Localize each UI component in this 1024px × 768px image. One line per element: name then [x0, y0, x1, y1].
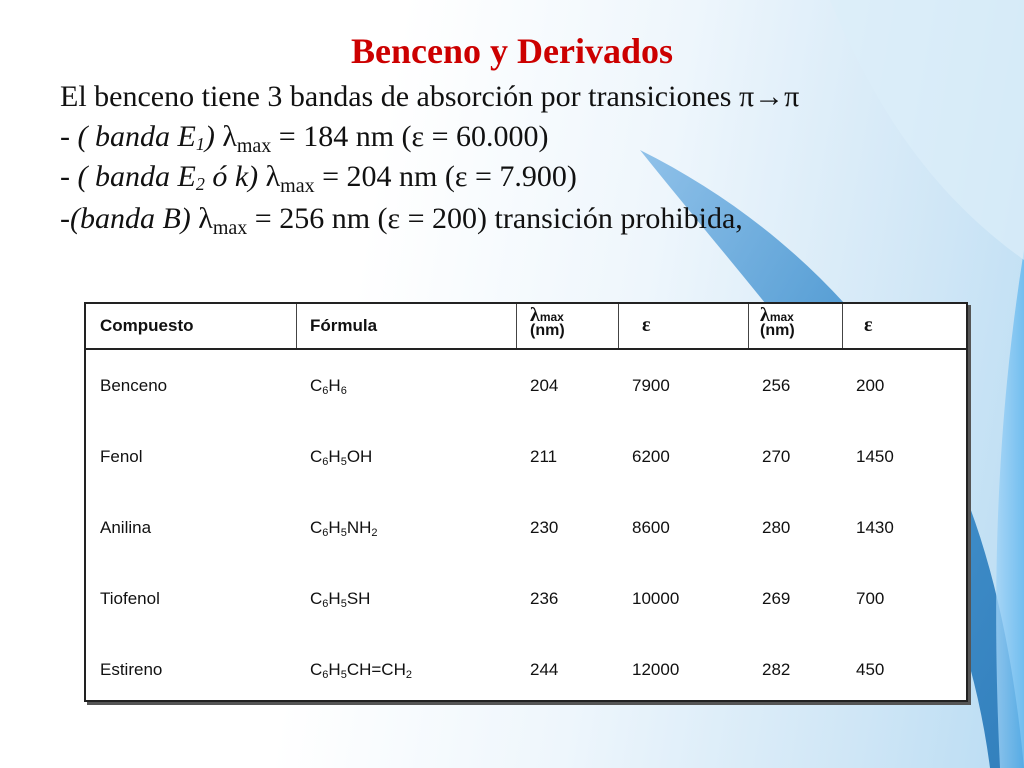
- cell-lambda-max-1: 244: [530, 660, 559, 679]
- formula-part: C: [310, 660, 323, 679]
- band-value: = 256 nm (ε = 200) transición prohibida,: [247, 202, 743, 235]
- cell-epsilon-2: 450: [856, 660, 885, 679]
- lambda-symbol: λ: [530, 304, 540, 326]
- band-e2-line: [60, 160, 577, 198]
- cell-epsilon-1: 8600: [632, 518, 670, 537]
- cell-lambda-max-1: 211: [530, 447, 558, 466]
- cell-compuesto: Tiofenol: [100, 589, 160, 608]
- formula-part: C: [310, 447, 323, 466]
- lambda-symbol: λ: [265, 160, 281, 193]
- band-value: = 184 nm (ε = 60.000): [271, 120, 549, 153]
- formula-subscript: 2: [405, 669, 412, 681]
- cell-formula: [310, 589, 370, 610]
- intro-line: [60, 80, 799, 114]
- band-label-end: ): [204, 120, 215, 153]
- cell-epsilon-2: 200: [856, 376, 885, 395]
- header-epsilon-2: ε: [864, 314, 873, 336]
- table-row: [86, 565, 966, 636]
- cell-epsilon-2: 700: [856, 589, 885, 608]
- cell-epsilon-1: 10000: [632, 589, 680, 608]
- cell-compuesto: Anilina: [100, 518, 152, 537]
- cell-formula: [310, 518, 378, 539]
- formula-part: OH: [346, 447, 373, 466]
- nm-unit: (nm): [760, 322, 795, 339]
- intro-text: El benceno tiene 3 bandas de absorción por transiciones π→π: [60, 80, 800, 113]
- cell-lambda-max-2: 282: [762, 660, 791, 679]
- formula-part: H: [328, 376, 341, 395]
- formula-subscript: 5: [340, 527, 347, 539]
- formula-part: CH=CH: [346, 660, 406, 679]
- header-lambda-max-1: [530, 304, 565, 339]
- formula-part: H: [328, 589, 341, 608]
- cell-epsilon-1: 7900: [632, 376, 670, 395]
- formula-subscript: 5: [340, 669, 347, 681]
- max-subscript: max: [539, 310, 564, 324]
- formula-subscript: 6: [322, 598, 329, 610]
- band-subscript: 1: [195, 134, 205, 154]
- formula-part: H: [328, 518, 341, 537]
- cell-lambda-max-2: 269: [762, 589, 791, 608]
- band-b-line: [60, 202, 743, 240]
- formula-part: C: [310, 376, 323, 395]
- max-subscript: max: [769, 310, 794, 324]
- formula-subscript: 6: [322, 385, 329, 397]
- header-formula: Fórmula: [310, 316, 378, 335]
- cell-lambda-max-1: 230: [530, 518, 559, 537]
- band-label: - ( banda E: [60, 120, 196, 153]
- cell-formula: [310, 376, 347, 397]
- formula-part: C: [310, 518, 323, 537]
- col-divider: [296, 304, 297, 348]
- formula-subscript: 6: [340, 385, 347, 397]
- cell-lambda-max-1: 204: [530, 376, 559, 395]
- header-epsilon-1: ε: [642, 314, 651, 336]
- nm-unit: (nm): [530, 322, 565, 339]
- cell-lambda-max-2: 280: [762, 518, 791, 537]
- header-lambda-max-2: [760, 304, 795, 339]
- band-subscript: 2: [195, 174, 205, 194]
- formula-subscript: 5: [340, 598, 347, 610]
- lambda-symbol: λ: [198, 202, 213, 235]
- formula-subscript: 6: [322, 669, 329, 681]
- formula-part: NH: [346, 518, 372, 537]
- formula-subscript: 6: [322, 456, 329, 468]
- table-row: [86, 352, 966, 423]
- formula-subscript: 6: [322, 527, 329, 539]
- cell-lambda-max-1: 236: [530, 589, 559, 608]
- col-divider: [618, 304, 619, 348]
- band-e1-line: [60, 120, 549, 158]
- cell-compuesto: Fenol: [100, 447, 143, 466]
- max-subscript: max: [212, 217, 248, 239]
- formula-subscript: 2: [371, 527, 378, 539]
- lambda-symbol: λ: [222, 120, 237, 153]
- band-label: -(banda B): [60, 202, 199, 235]
- cell-formula: [310, 447, 372, 468]
- cell-formula: [310, 660, 412, 681]
- cell-lambda-max-2: 256: [762, 376, 791, 395]
- slide-title: Benceno y Derivados: [351, 31, 673, 71]
- band-label-end: ó k): [204, 160, 259, 193]
- formula-subscript: 5: [340, 456, 347, 468]
- table-header: [86, 304, 966, 350]
- formula-part: SH: [346, 589, 371, 608]
- lambda-symbol: λ: [760, 304, 770, 326]
- cell-compuesto: Estireno: [100, 660, 163, 679]
- table-row: [86, 423, 966, 494]
- formula-part: C: [310, 589, 323, 608]
- col-divider: [748, 304, 749, 348]
- band-value: = 204 nm (ε = 7.900): [314, 160, 577, 193]
- cell-lambda-max-2: 270: [762, 447, 791, 466]
- col-divider: [516, 304, 517, 348]
- max-subscript: max: [236, 135, 272, 157]
- cell-epsilon-1: 12000: [632, 660, 680, 679]
- absorption-table: [84, 302, 968, 702]
- header-compuesto: Compuesto: [100, 316, 194, 335]
- max-subscript: max: [280, 175, 315, 197]
- cell-epsilon-2: 1430: [856, 518, 894, 537]
- table-row: [86, 494, 966, 565]
- cell-compuesto: Benceno: [100, 376, 168, 395]
- formula-part: H: [328, 447, 341, 466]
- formula-part: H: [328, 660, 341, 679]
- cell-epsilon-2: 1450: [856, 447, 894, 466]
- col-divider: [842, 304, 843, 348]
- band-label: - ( banda E: [60, 160, 196, 193]
- cell-epsilon-1: 6200: [632, 447, 670, 466]
- table-row: [86, 636, 966, 707]
